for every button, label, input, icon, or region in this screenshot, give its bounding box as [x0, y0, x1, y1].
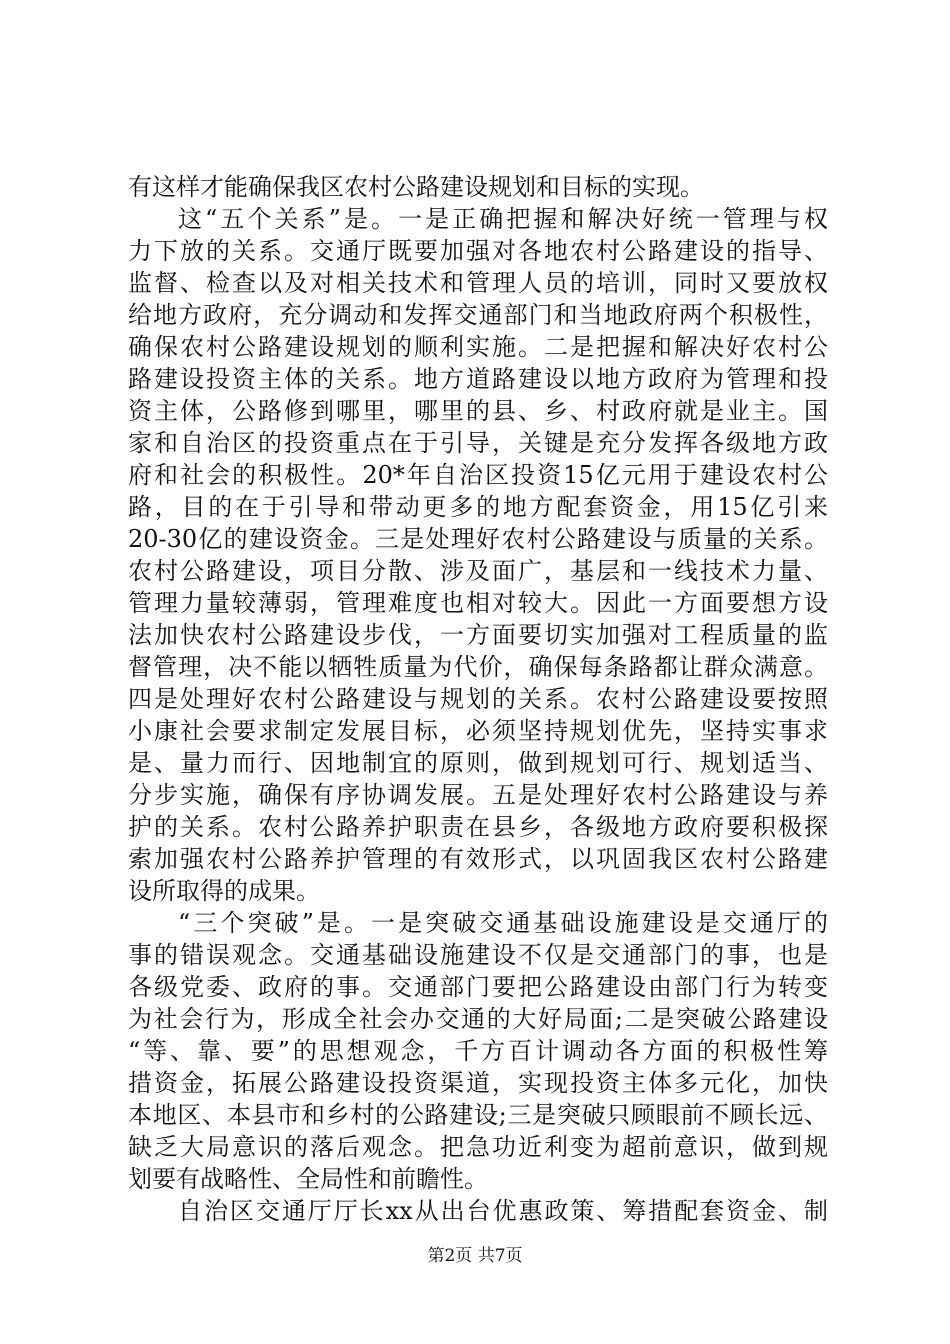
- text-line: 资主体，公路修到哪里，哪里的县、乡、村政府就是业主。国: [128, 397, 828, 425]
- text-line: 为社会行为，形成全社会办交通的大好局面;二是突破公路建设: [128, 1005, 828, 1033]
- text-line: 小康社会要求制定发展目标，必须坚持规划优先，坚持实事求: [128, 717, 828, 745]
- text-line: 法加快农村公路建设步伐，一方面要切实加强对工程质量的监: [128, 621, 828, 649]
- text-line: 路建设投资主体的关系。地方道路建设以地方政府为管理和投: [128, 365, 828, 393]
- text-line: 设所取得的成果。: [128, 877, 320, 905]
- text-line: 路，目的在于引导和带动更多的地方配套资金，用15亿引来: [128, 493, 828, 521]
- text-line: 事的错误观念。交通基础设施建设不仅是交通部门的事，也是: [128, 941, 828, 969]
- text-line: 措资金，拓展公路建设投资渠道，实现投资主体多元化，加快: [128, 1069, 828, 1097]
- text-line: 索加强农村公路养护管理的有效形式，以巩固我区农村公路建: [128, 845, 828, 873]
- text-line: 监督、检查以及对相关技术和管理人员的培训，同时又要放权: [128, 269, 828, 297]
- text-line: 有这样才能确保我区农村公路建设规划和目标的实现。: [128, 173, 704, 201]
- page-number-footer: 第2页 共7页: [427, 1246, 523, 1266]
- text-line: 督管理，决不能以牺牲质量为代价，确保每条路都让群众满意。: [128, 653, 828, 681]
- paragraph-start-line: 这“五个关系”是。一是正确把握和解决好统一管理与权: [178, 205, 828, 233]
- text-line: 力下放的关系。交通厅既要加强对各地农村公路建设的指导、: [128, 237, 828, 265]
- text-line: 分步实施，确保有序协调发展。五是处理好农村公路建设与养: [128, 781, 828, 809]
- paragraph-start-line: “三个突破”是。一是突破交通基础设施建设是交通厅的: [178, 909, 828, 937]
- text-line: 家和自治区的投资重点在于引导，关键是充分发挥各级地方政: [128, 429, 828, 457]
- text-line: 管理力量较薄弱，管理难度也相对较大。因此一方面要想方设: [128, 589, 828, 617]
- text-line: 确保农村公路建设规划的顺利实施。二是把握和解决好农村公: [128, 333, 828, 361]
- text-line: 20-30亿的建设资金。三是处理好农村公路建设与质量的关系。: [128, 525, 828, 553]
- paragraph-start-line: 自治区交通厅厅长xx从出台优惠政策、筹措配套资金、制: [178, 1197, 828, 1225]
- text-line: 缺乏大局意识的落后观念。把急功近利变为超前意识，做到规: [128, 1133, 828, 1161]
- text-line: 农村公路建设，项目分散、涉及面广，基层和一线技术力量、: [128, 557, 828, 585]
- text-line: 本地区、本县市和乡村的公路建设;三是突破只顾眼前不顾长远、: [128, 1101, 828, 1129]
- text-line: 各级党委、政府的事。交通部门要把公路建设由部门行为转变: [128, 973, 828, 1001]
- text-line: 四是处理好农村公路建设与规划的关系。农村公路建设要按照: [128, 685, 828, 713]
- text-line: 护的关系。农村公路养护职责在县乡，各级地方政府要积极探: [128, 813, 828, 841]
- text-line: 给地方政府，充分调动和发挥交通部门和当地政府两个积极性，: [128, 301, 828, 329]
- text-line: 是、量力而行、因地制宜的原则，做到规划可行、规划适当、: [128, 749, 828, 777]
- text-line: 划要有战略性、全局性和前瞻性。: [128, 1165, 488, 1193]
- text-line: “等、靠、要”的思想观念，千方百计调动各方面的积极性筹: [128, 1037, 828, 1065]
- text-line: 府和社会的积极性。20*年自治区投资15亿元用于建设农村公: [128, 461, 828, 489]
